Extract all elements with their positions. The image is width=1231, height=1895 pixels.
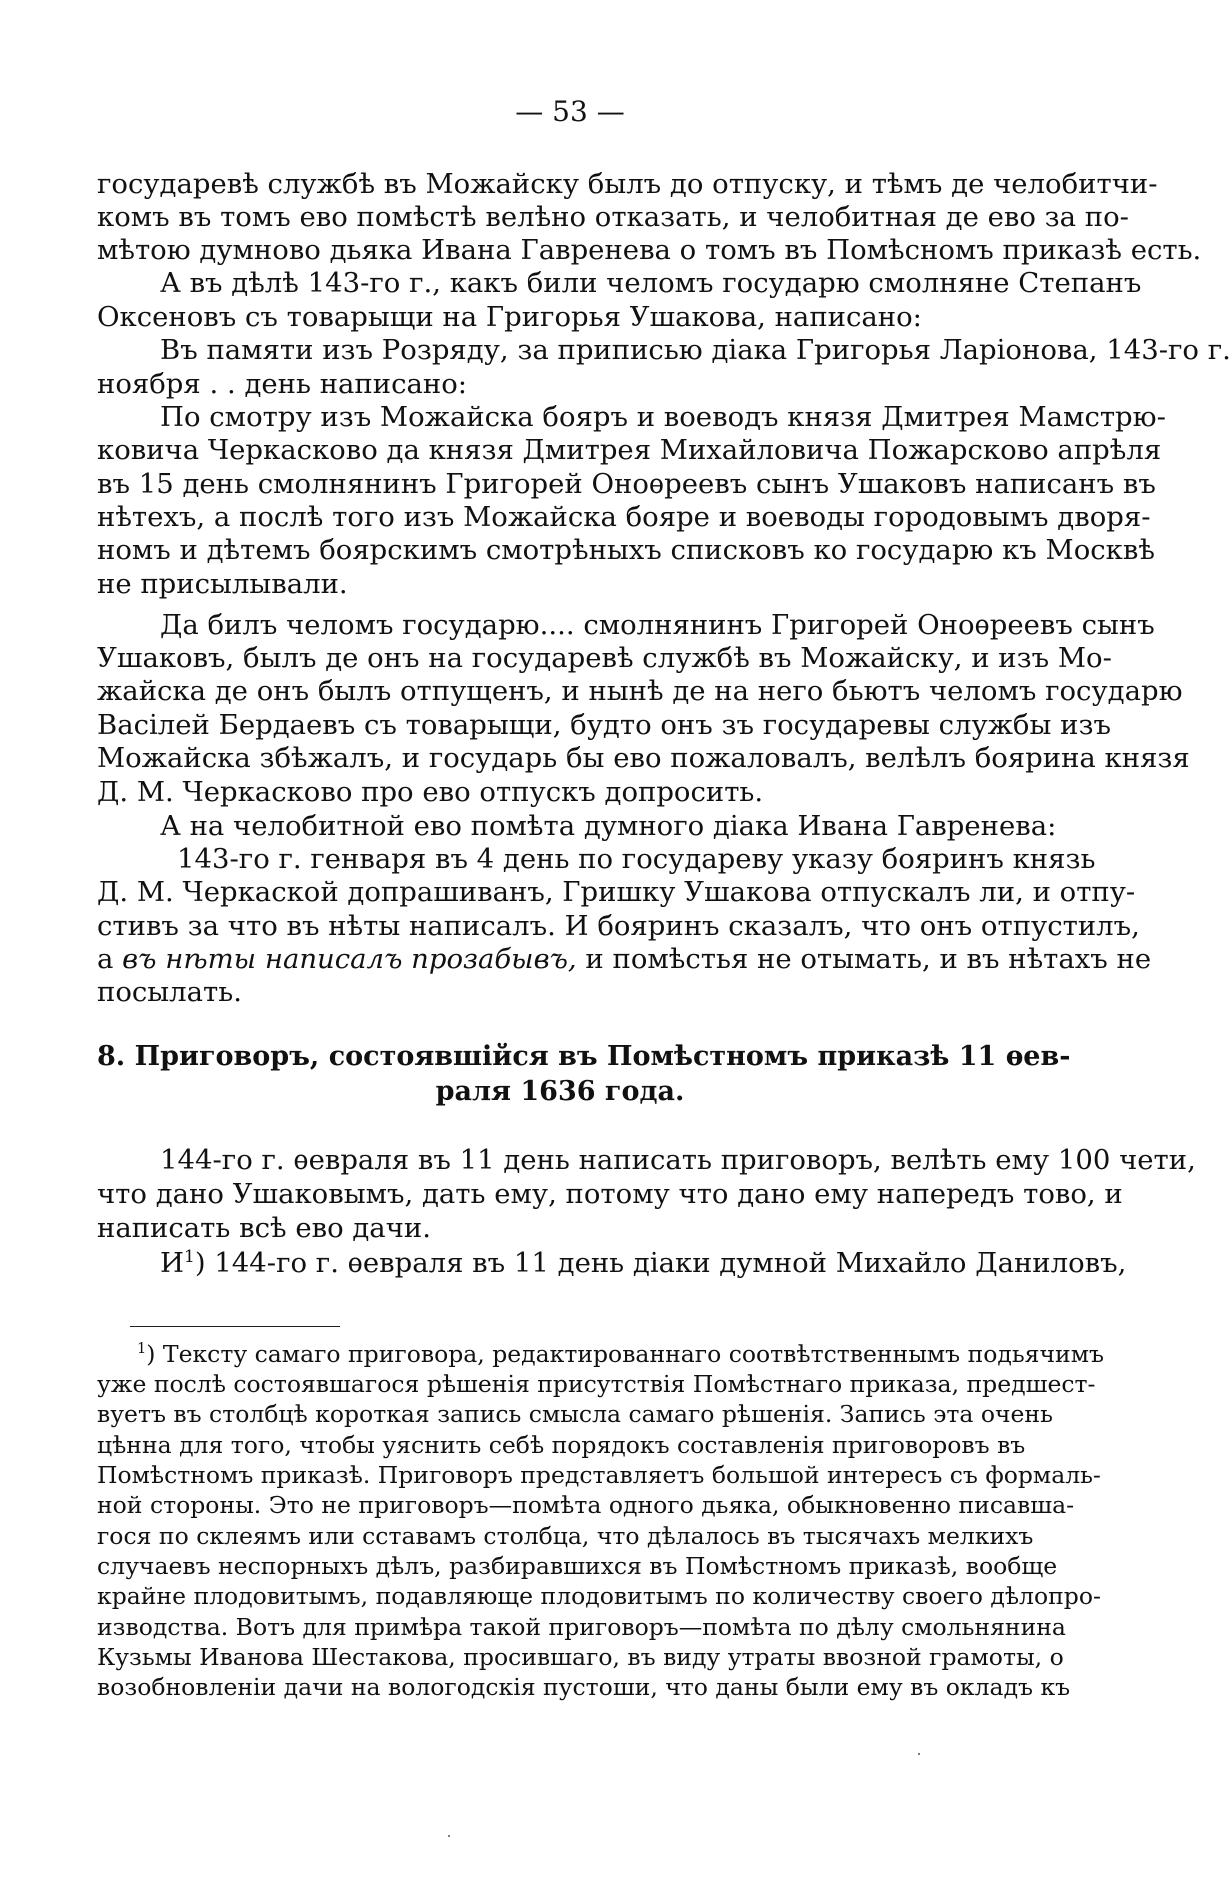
footnote-line: случаевъ неспорныхъ дѣлъ, разбиравшихся въ Помѣстномъ приказѣ, вообще — [97, 1552, 1058, 1580]
text-line: номъ и дѣтемъ боярскимъ смотрѣныхъ списковъ ко государю къ Москвѣ — [97, 534, 1155, 566]
footnote-marker: 1 — [183, 1246, 195, 1267]
text-line: государевѣ службѣ въ Можайску былъ до отпуску, и тѣмъ де челобитчи- — [97, 168, 1158, 200]
text-span: и помѣстья не отымать, и въ нѣтахъ не — [585, 943, 1152, 975]
text-line: 143-го г. генваря въ 4 день по государеву указу бояринъ князь — [177, 843, 1096, 875]
footnote-line: возобновленіи дачи на вологодскія пустоши, что даны были ему въ окладъ къ — [97, 1673, 1071, 1701]
text-line: Ушаковъ, былъ де онъ на государевѣ службѣ въ Можайску, и изъ Мо- — [97, 642, 1112, 674]
text-line: Д. М. Черкасково про ево отпускъ допросить. — [97, 776, 764, 808]
text-line: А въ дѣлѣ 143-го г., какъ били челомъ государю смолняне Степанъ — [160, 267, 1142, 299]
footnote-line: Кузьмы Иванова Шестакова, просившаго, въ виду утраты ввозной грамоты, о — [97, 1643, 1064, 1671]
text-line: въ 15 день смолнянинъ Григорей Оноѳреевъ сынъ Ушаковъ написанъ въ — [97, 468, 1156, 500]
text-line: мѣтою думново дьяка Ивана Гавренева о томъ въ Помѣсномъ приказѣ есть. — [97, 234, 1202, 266]
text-line: Да билъ челомъ государю.... смолнянинъ Григорей Оноѳреевъ сынъ — [160, 609, 1155, 641]
text-line: жайска де онъ былъ отпущенъ, и нынѣ де на него бьютъ челомъ государю — [97, 675, 1183, 707]
text-span: ) 144-го г. ѳевраля въ 11 день діаки думной Михайло Даниловъ, — [194, 1247, 1127, 1279]
text-line: Въ памяти изъ Розряду, за приписью діака Григорья Ларіонова, 143-го г. — [160, 334, 1231, 366]
heading-line: раля 1636 года. — [435, 1076, 685, 1107]
text-span: а — [97, 943, 114, 975]
footnote-line: изводства. Вотъ для примѣра такой приговоръ—помѣта по дѣлу смольнянина — [97, 1613, 1066, 1641]
text-line: Васілей Бердаевъ съ товарыщи, будто онъ зъ государевы службы изъ — [97, 709, 1111, 741]
text-line: написать всѣ ево дачи. — [97, 1212, 431, 1244]
footnote-divider — [130, 1326, 340, 1327]
footnote-line: цѣнна для того, чтобы уяснить себѣ порядокъ составленія приговоровъ въ — [97, 1431, 1026, 1459]
text-span: И — [160, 1247, 184, 1279]
footnote-line — [97, 1703, 1023, 1734]
page-number: — 53 — — [515, 95, 625, 128]
footnote-line: вуетъ въ столбцѣ короткая запись смысла самаго рѣшенія. Запись эта очень — [97, 1400, 1053, 1428]
text-span: ) Тексту самаго приговора, редактированнаго соотвѣтственнымъ подьячимъ — [146, 1340, 1104, 1368]
italic-phrase: въ нѣты написалъ прозабывъ, — [122, 943, 577, 975]
text-line: посылать. — [97, 976, 242, 1008]
scan-speck — [448, 1835, 450, 1837]
text-line: По смотру изъ Можайска бояръ и воеводъ князя Дмитрея Мамстрю- — [160, 401, 1166, 433]
footnote-line: ной стороны. Это не приговоръ—помѣта одного дьяка, обыкновенно писавша- — [97, 1491, 1075, 1519]
scan-speck — [918, 1753, 920, 1755]
text-line: ноября . . день написано: — [97, 368, 468, 400]
text-line: Д. М. Черкаской допрашиванъ, Гришку Ушакова отпускалъ ли, и отпу- — [97, 876, 1136, 908]
text-line: 144-го г. ѳевраля въ 11 день написать приговоръ, велѣть ему 100 чети, — [160, 1144, 1196, 1176]
text-line: комъ въ томъ ево помѣстѣ велѣно отказать, и челобитная де ево за по- — [97, 201, 1129, 233]
text-line: не присылывали. — [97, 568, 348, 600]
footnote-line: уже послѣ состоявшагося рѣшенія присутствія Помѣстнаго приказа, предшест- — [97, 1370, 1096, 1398]
text-line: А на челобитной ево помѣта думного діака Ивана Гавренева: — [160, 810, 1057, 842]
text-line-mixed — [97, 941, 1152, 977]
text-line: Можайска збѣжалъ, и государь бы ево пожаловалъ, велѣлъ боярина князя — [97, 742, 1190, 774]
footnote-line: гося по склеямъ или сставамъ столбца, что дѣлалось въ тысячахъ мелкихъ — [97, 1522, 1034, 1550]
heading-line: 8. Приговоръ, состоявшійся въ Помѣстномъ приказѣ 11 ѳев- — [97, 1041, 1071, 1072]
text-line-with-note — [160, 1245, 1127, 1281]
footnote-line: крайне плодовитымъ, подавляюще плодовитымъ по количеству своего дѣлопро- — [97, 1582, 1101, 1610]
text-line: Оксеновъ съ товарыщи на Григорья Ушакова, написано: — [97, 301, 922, 333]
text-line: стивъ за что въ нѣты написалъ. И бояринъ сказалъ, что онъ отпустилъ, — [97, 910, 1140, 942]
footnote-number: 1 — [137, 1340, 147, 1358]
footnote-line: Помѣстномъ приказѣ. Приговоръ представляетъ большой интересъ съ формаль- — [97, 1461, 1101, 1489]
text-line: что дано Ушаковымъ, дать ему, потому что дано ему напередъ тово, и — [97, 1178, 1123, 1210]
text-line: нѣтехъ, а послѣ того изъ Можайска бояре и воеводы городовымъ дворя- — [97, 501, 1151, 533]
text-line: ковича Черкасково да князя Дмитрея Михайловича Пожарсково апрѣля — [97, 434, 1162, 466]
footnote-line-with-marker — [137, 1339, 1104, 1370]
